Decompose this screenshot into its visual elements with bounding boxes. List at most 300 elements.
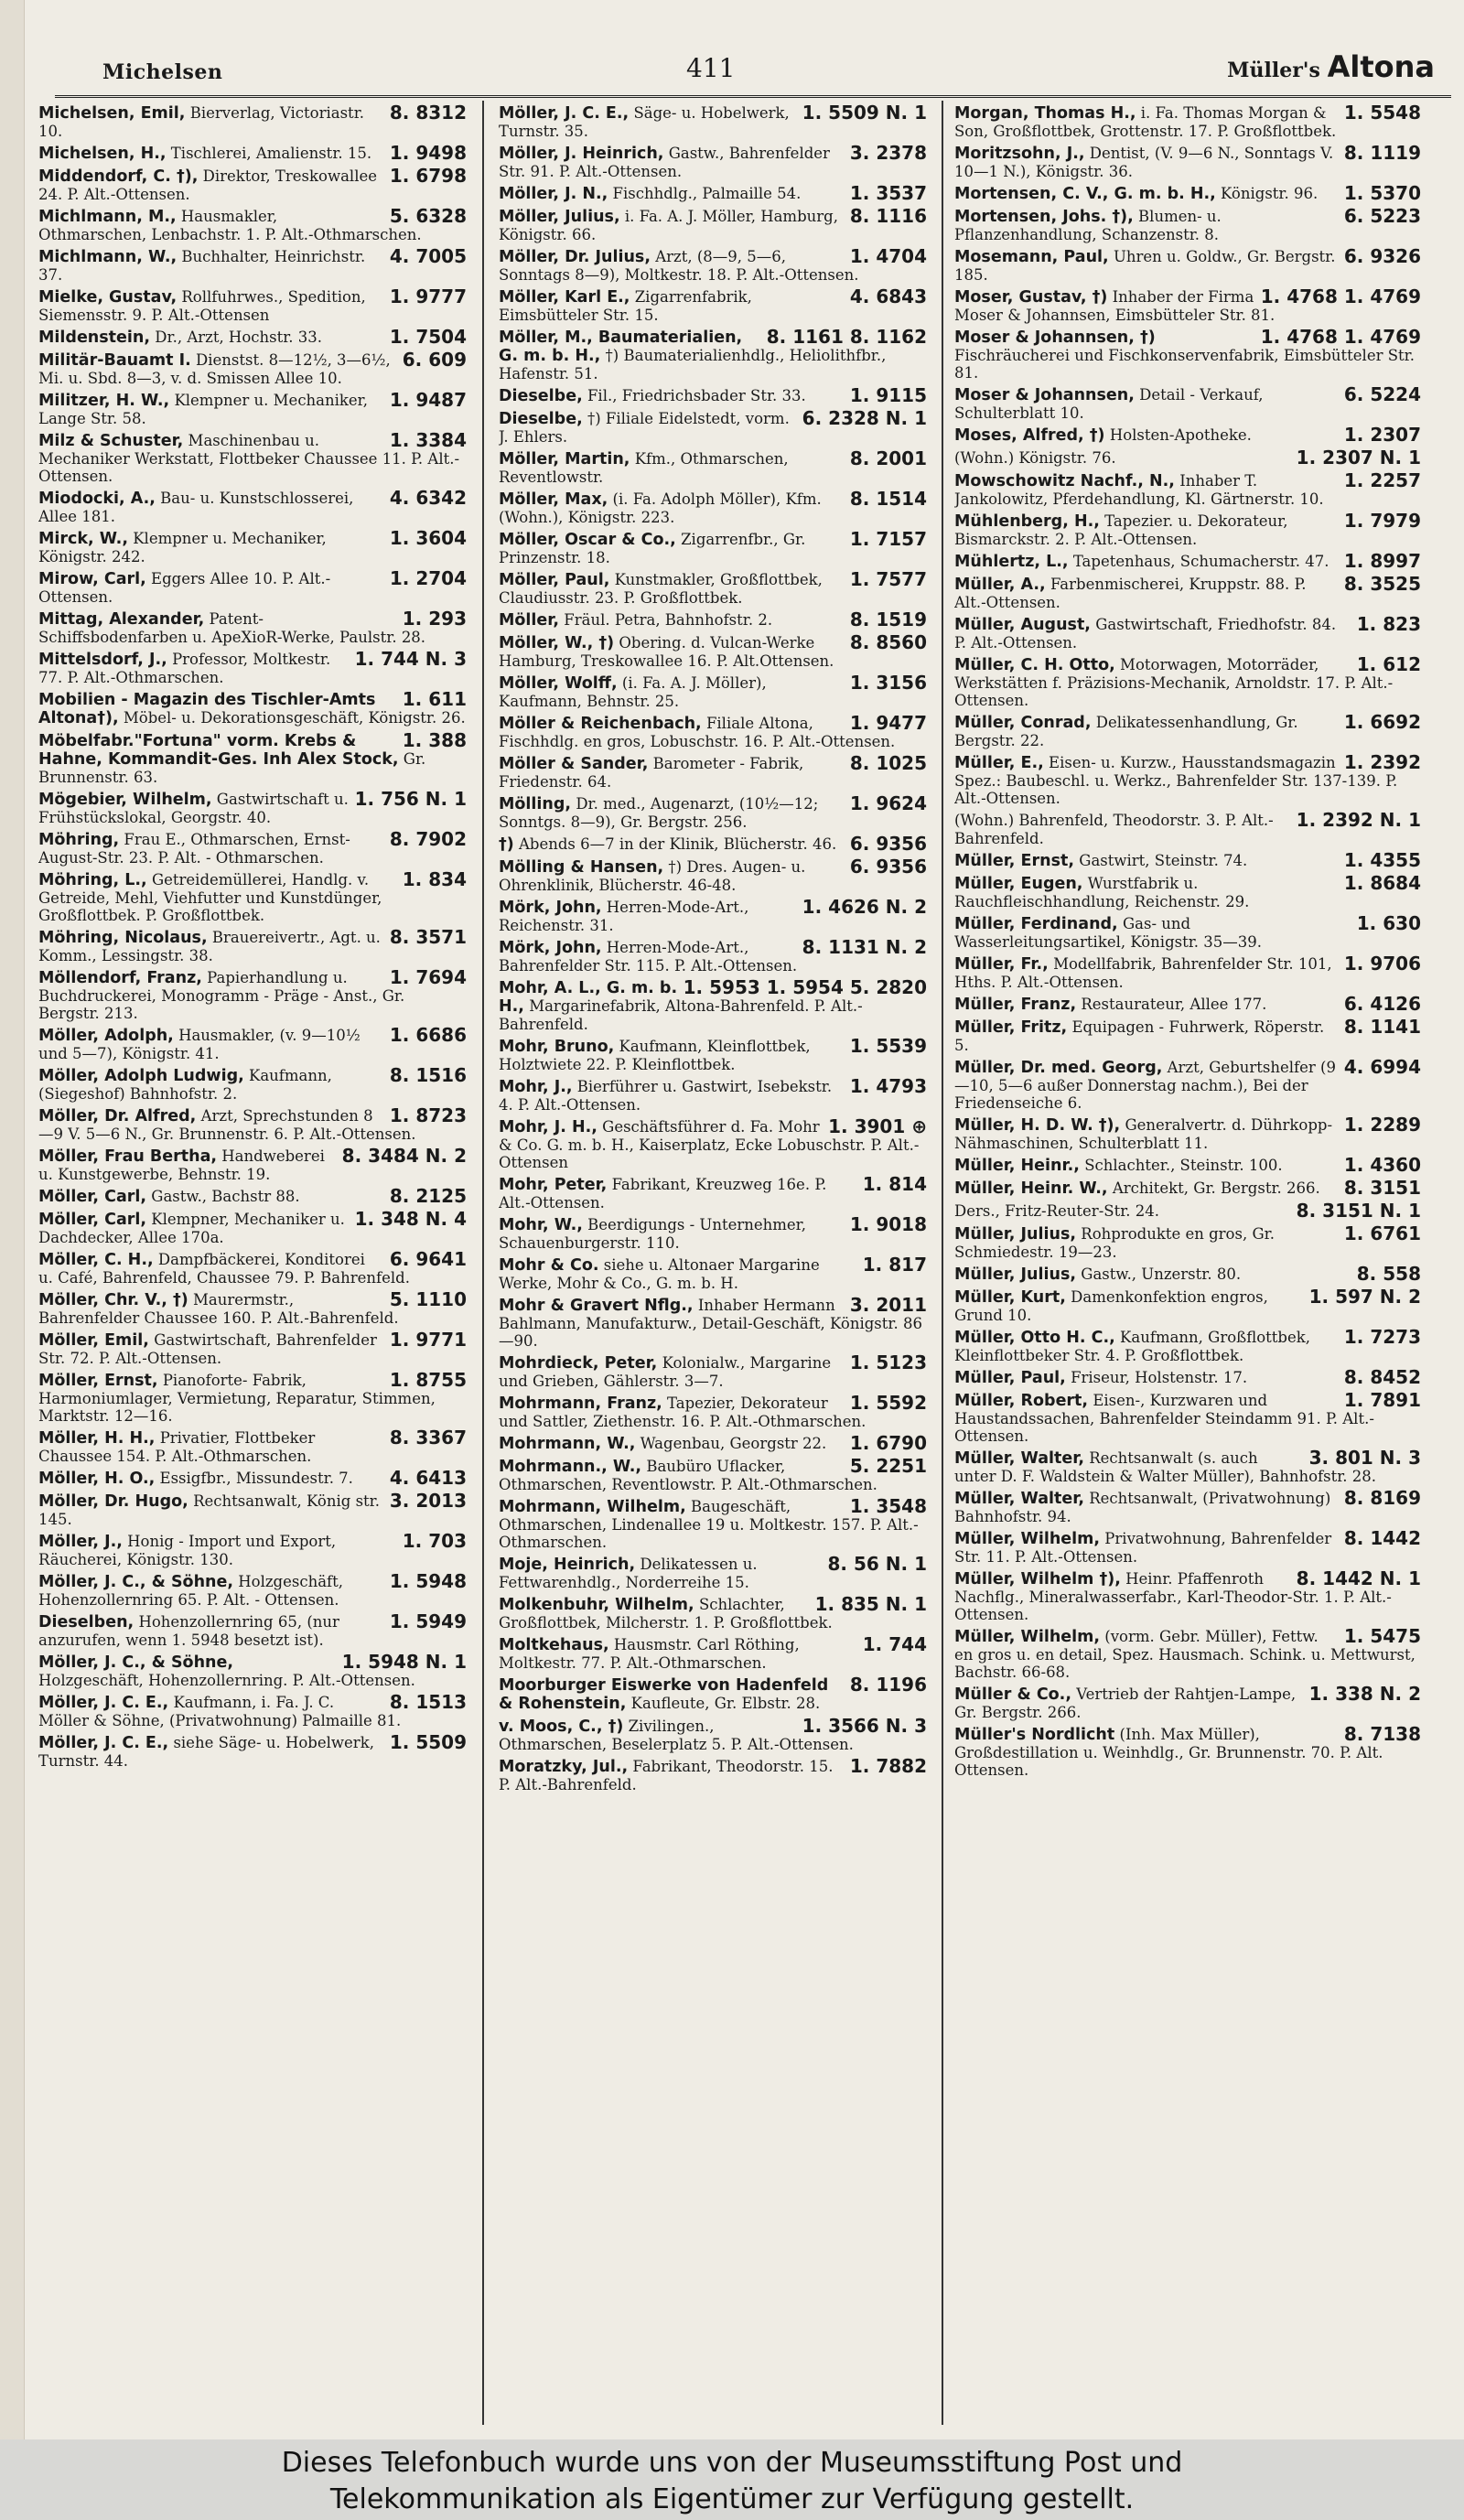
directory-entry: [499, 1118, 927, 1171]
phone-number: 1. 9115: [849, 387, 927, 405]
directory-entry: [38, 1372, 467, 1425]
entry-name: Mohr, A. L., G. m. b. H.,: [499, 979, 678, 1016]
directory-entry: [38, 392, 467, 427]
directory-entry: [38, 1492, 467, 1528]
phone-number: 1. 5949: [389, 1613, 467, 1632]
directory-entry: [954, 1685, 1421, 1721]
phone-number: 6. 4126: [1343, 996, 1421, 1014]
entry-detail: Eggers Allee 10. P. Alt.-Ottensen.: [38, 570, 331, 606]
entry-name: Mirck, W.,: [38, 530, 128, 548]
phone-number: 8. 2001: [849, 450, 927, 469]
entry-name: Müller, Julius,: [954, 1225, 1077, 1244]
entry-name: Moltkehaus,: [499, 1636, 609, 1654]
entry-name: Mortensen, C. V., G. m. b. H.,: [954, 185, 1216, 203]
directory-entry: [954, 1449, 1421, 1485]
entry-name: Möller, W., †): [499, 634, 615, 652]
directory-entry: [38, 104, 467, 140]
phone-number: 8. 3484 N. 2: [341, 1147, 467, 1167]
phone-number: 1. 338 N. 2: [1308, 1685, 1421, 1705]
entry-detail: Farbenmischerei, Kruppstr. 88. P. Alt.-Ottensen.: [954, 576, 1307, 611]
phone-number: 6. 9326: [1343, 248, 1421, 267]
entry-detail: Dr. med., Augenarzt, (10½—12; Sonntgs. 8—9), Gr. Bergstr. 256.: [499, 795, 819, 831]
phone-number: 8. 1513: [389, 1694, 467, 1713]
entry-name: Möller, Wolff,: [499, 674, 618, 693]
phone-number: 1. 7694: [389, 969, 467, 988]
directory-entry: [499, 835, 927, 854]
phone-number: 1. 5123: [849, 1354, 927, 1373]
directory-entry: [954, 1179, 1421, 1198]
directory-entry: [954, 754, 1421, 807]
entry-name: Mühlenberg, H.,: [954, 512, 1100, 531]
phone-number: 1. 8723: [389, 1107, 467, 1126]
directory-entry: [954, 852, 1421, 870]
entry-name: Möller, M., Baumaterialien, G. m. b. H.,: [499, 328, 743, 365]
entry-name: Michelsen, H.,: [38, 145, 167, 163]
directory-entry: [38, 610, 467, 646]
entry-name: Möller, J. C., & Söhne,: [38, 1653, 233, 1672]
entry-name: Möller, Frau Bertha,: [38, 1147, 218, 1166]
entry-name: Möller, J. C. E.,: [38, 1734, 169, 1752]
entry-name: Möller, Chr. V., †): [38, 1291, 188, 1309]
entry-detail: Bau- u. Kunstschlosserei, Allee 181.: [38, 490, 354, 525]
phone-number: 8. 56 N. 1: [827, 1556, 927, 1575]
entry-name: Mohrmann, Franz,: [499, 1395, 662, 1413]
phone-number: 5. 1110: [389, 1291, 467, 1310]
directory-entry: [954, 145, 1421, 180]
entry-detail: (Inh. Max Müller), Großdestillation u. Weinhdlg., Gr. Brunnenstr. 70. P. Alt. Ottensen.: [954, 1726, 1383, 1779]
entry-name: Mirow, Carl,: [38, 570, 146, 588]
entry-name: Müller, Wilhelm †),: [954, 1570, 1121, 1588]
entry-detail: Gastwirt, Steinstr. 74.: [1079, 852, 1248, 869]
directory-entry: [499, 490, 927, 526]
entry-detail: Klempner u. Mechaniker, Königstr. 242.: [38, 530, 327, 565]
phone-number: 1. 756 N. 1: [354, 791, 467, 810]
phone-number: 1. 2289: [1343, 1116, 1421, 1136]
directory-entry: [38, 831, 467, 867]
entry-detail: (Wohn.) Bahrenfeld, Theodorstr. 3. P. Alt.-Bahrenfeld.: [954, 812, 1274, 847]
entry-name: Müller, Ferdinand,: [954, 915, 1118, 933]
directory-entry: [38, 791, 467, 826]
entry-name: Mohr, Peter,: [499, 1176, 608, 1194]
entry-detail: i. Fa. Thomas Morgan & Son, Großflottbek, Grottenstr. 17. P. Großflottbek.: [954, 104, 1337, 140]
phone-number: 1. 5370: [1343, 185, 1421, 203]
entry-detail: Getreidemüllerei, Handlg. v. Getreide, Mehl, Viehfutter und Kunstdünger, Großflottbek. P. Großflottbek.: [38, 871, 382, 924]
entry-name: Möller, J. C. E.,: [38, 1694, 169, 1712]
directory-entry: [499, 899, 927, 934]
directory-entry: [499, 531, 927, 566]
entry-detail: Fräul. Petra, Bahnhofstr. 2.: [564, 611, 773, 629]
entry-name: Müller, Paul,: [954, 1369, 1066, 1387]
directory-entry: [499, 715, 927, 750]
directory-entry: [499, 1176, 927, 1212]
entry-name: Mobilien - Magazin des Tischler-Amts Altona†),: [38, 691, 376, 727]
phone-number: 4. 7005: [389, 248, 467, 267]
entry-name: Moser & Johannsen, †): [954, 328, 1156, 347]
directory-entry: [499, 1395, 927, 1430]
directory-entry: [954, 656, 1421, 709]
entry-detail: Fischräucherei und Fischkonservenfabrik, Eimsbütteler Str. 81.: [954, 347, 1415, 382]
entry-name: Möller, J. C. E.,: [499, 104, 630, 123]
entry-detail: Zivilingen., Othmarschen, Beselerplatz 5. P. Alt.-Ottensen.: [499, 1718, 854, 1753]
entry-name: Möhring,: [38, 831, 120, 849]
entry-name: Möller & Reichenbach,: [499, 715, 702, 733]
entry-name: Möllendorf, Franz,: [38, 969, 202, 987]
phone-number: 1. 834: [402, 871, 467, 890]
directory-entry: [38, 651, 467, 686]
phone-number: 6. 609: [402, 351, 467, 371]
entry-name: Müller, Franz,: [954, 996, 1077, 1014]
phone-number: 1. 9771: [389, 1331, 467, 1351]
phone-number: 1. 7504: [389, 328, 467, 347]
directory-entry: [499, 1718, 927, 1753]
directory-entry: [38, 167, 467, 203]
entry-detail: Detail - Verkauf, Schulterblatt 10.: [954, 386, 1264, 422]
entry-detail: Arzt, Geburtshelfer (9—10, 5—6 außer Donnerstag nachm.), Bei der Friedenseiche 6.: [954, 1059, 1336, 1112]
entry-name: Möller,: [499, 611, 560, 630]
directory-entry: [38, 1147, 467, 1183]
directory-entry: [954, 288, 1421, 324]
column-3: [954, 104, 1421, 2428]
entry-detail: Restaurateur, Allee 177.: [1081, 996, 1267, 1013]
phone-number: 6. 9356: [849, 858, 927, 878]
directory-entry: [499, 387, 927, 405]
entry-detail: Dentist, (V. 9—6 N., Sonntags V. 10—1 N.), Königstr. 36.: [954, 145, 1334, 180]
directory-entry: [38, 1734, 467, 1770]
phone-number: 1. 6686: [389, 1027, 467, 1046]
entry-detail: Honig - Import und Export, Räucherei, Königstr. 130.: [38, 1533, 337, 1568]
entry-name: Molkenbuhr, Wilhelm,: [499, 1596, 694, 1614]
entry-name: Müller, Wilhelm,: [954, 1628, 1101, 1646]
entry-detail: Uhren u. Goldw., Gr. Bergstr. 185.: [954, 248, 1336, 284]
directory-entry: [954, 1726, 1421, 1779]
directory-entry: [38, 432, 467, 485]
directory-entry: [954, 714, 1421, 749]
phone-number: 5. 6328: [389, 208, 467, 227]
directory-entry: [954, 1490, 1421, 1525]
directory-entry: [38, 1694, 467, 1729]
entry-name: Mohrmann, W.,: [499, 1435, 636, 1453]
directory-entry: [954, 1570, 1421, 1623]
phone-number: 1. 612: [1356, 656, 1421, 675]
entry-name: Möbelfabr."Fortuna" vorm. Krebs & Hahne, Kommandit-Ges. Inh Alex Stock,: [38, 732, 399, 769]
entry-detail: i. Fa. A. J. Möller, Hamburg, Königstr. 66.: [499, 208, 838, 243]
phone-number: 1. 3156: [849, 674, 927, 694]
entry-detail: Fischhdlg., Palmaille 54.: [612, 185, 802, 202]
entry-name: Michlmann, M.,: [38, 208, 177, 226]
directory-entry: [954, 553, 1421, 571]
entry-detail: Kaufleute, Gr. Elbstr. 28.: [630, 1695, 821, 1712]
directory-entry: [499, 1078, 927, 1114]
phone-number: 8. 1514: [849, 490, 927, 510]
phone-number: 8. 1442 N. 1: [1296, 1570, 1421, 1589]
entry-name: Möller, Dr. Julius,: [499, 248, 651, 266]
entry-name: Moser & Johannsen,: [954, 386, 1135, 404]
entry-name: Dieselben,: [38, 1613, 135, 1632]
phone-number: 1. 814: [862, 1176, 927, 1195]
entry-name: Mölling,: [499, 795, 572, 813]
phone-number: 4. 6994: [1343, 1059, 1421, 1078]
phone-number: 8. 3571: [389, 929, 467, 948]
footer-line-2: Telekommunikation als Eigentümer zur Verfügung gestellt.: [329, 2483, 1135, 2515]
entry-name: Möhring, L.,: [38, 871, 147, 889]
entry-detail: Tapetenhaus, Schumacherstr. 47.: [1072, 553, 1329, 570]
phone-number: 1. 7882: [849, 1758, 927, 1777]
entry-name: Möller, Ernst,: [38, 1372, 158, 1390]
directory-entry: [954, 576, 1421, 611]
entry-name: Mohrmann, Wilhelm,: [499, 1498, 686, 1516]
phone-number: 1. 5509: [389, 1734, 467, 1753]
header-right-keyword: Müller's: [1227, 59, 1320, 82]
phone-number: 8. 1131 N. 2: [802, 939, 927, 958]
entry-name: Mohr, J.,: [499, 1078, 573, 1096]
phone-number: 1. 2704: [389, 570, 467, 589]
entry-detail: Brauereivertr., Agt. u. Komm., Lessingstr. 38.: [38, 929, 381, 964]
entry-detail: Maschinenbau u. Mechaniker Werkstatt, Flottbeker Chaussee 11. P. Alt.-Ottensen.: [38, 432, 460, 485]
entry-detail: Kaufmann, (Siegeshof) Bahnhofstr. 2.: [38, 1067, 332, 1103]
entry-name: v. Moos, C., †): [499, 1718, 624, 1736]
entry-name: Müller & Co.,: [954, 1685, 1071, 1704]
entry-detail: Klempner u. Mechaniker, Lange Str. 58.: [38, 392, 369, 427]
phone-number: 1. 6790: [849, 1435, 927, 1453]
directory-entry: [38, 1251, 467, 1287]
header-right: [1227, 49, 1435, 84]
entry-detail: Papierhandlung u. Buchdruckerei, Monogramm - Präge - Anst., Gr. Bergstr. 213.: [38, 969, 405, 1022]
entry-detail: Damenkonfektion engros, Grund 10.: [954, 1288, 1268, 1324]
phone-number: 3. 2378: [849, 145, 927, 164]
directory-entry: [38, 288, 467, 324]
entry-name: Mörk, John,: [499, 899, 602, 917]
entry-detail: Bierführer u. Gastwirt, Isebekstr. 4. P. Alt.-Ottensen.: [499, 1078, 833, 1114]
directory-entry: [38, 1107, 467, 1143]
entry-name: Dieselbe,: [499, 387, 583, 405]
directory-entry: [499, 1556, 927, 1591]
directory-entry: [954, 915, 1421, 951]
directory-entry: [499, 1216, 927, 1252]
phone-number: 1. 293: [402, 610, 467, 630]
entry-detail: Obering. d. Vulcan-Werke Hamburg, Treskowallee 16. P. Alt.Ottensen.: [499, 634, 834, 670]
entry-detail: Inhaber der Firma Moser & Johannsen, Eimsbütteler Str. 81.: [954, 288, 1276, 324]
phone-number: 1. 6692: [1343, 714, 1421, 733]
entry-name: Müller, Walter,: [954, 1490, 1084, 1508]
entry-name: Mölling & Hansen,: [499, 858, 664, 877]
directory-entry: [38, 530, 467, 565]
phone-number: 6. 9641: [389, 1251, 467, 1270]
phone-number: 1. 9624: [849, 795, 927, 814]
entry-detail: Gastwirtschaft, Bahrenfelder Str. 72. P. Alt.-Ottensen.: [38, 1331, 377, 1367]
phone-number: 8. 1442: [1343, 1530, 1421, 1549]
phone-number: 1. 9487: [389, 392, 467, 411]
phone-number: 8. 558: [1356, 1265, 1421, 1284]
phone-number: 1. 2392: [1343, 754, 1421, 773]
phone-number: 1. 9498: [389, 145, 467, 163]
directory-entry: [954, 1369, 1421, 1387]
entry-detail: Hausmakler, (v. 9—10½ und 5—7), Königstr. 41.: [38, 1027, 361, 1062]
entry-name: Möller, Adolph,: [38, 1027, 174, 1045]
entry-name: Mittag, Alexander,: [38, 610, 205, 629]
entry-name: Mohr & Co.: [499, 1256, 599, 1275]
phone-number: 1. 7577: [849, 571, 927, 590]
entry-name: Möller, J. Heinrich,: [499, 145, 664, 163]
phone-number: 1. 4355: [1343, 852, 1421, 870]
entry-name: Müller, Fr.,: [954, 955, 1049, 974]
directory-entry: [499, 410, 927, 446]
directory-entry: [954, 1288, 1421, 1324]
phone-number: 1. 5948: [389, 1573, 467, 1592]
entry-detail: Hausmstr. Carl Röthing, Moltkestr. 77. P. Alt.-Othmarschen.: [499, 1636, 800, 1672]
phone-number: 1. 630: [1356, 915, 1421, 934]
phone-number: 1. 4793: [849, 1078, 927, 1097]
directory-entry: [954, 616, 1421, 652]
entry-detail: Möbel- u. Dekorationsgeschäft, Königstr. 26.: [123, 709, 466, 727]
directory-entry: [954, 1157, 1421, 1175]
directory-entry: [499, 611, 927, 630]
phone-number: 8. 7902: [389, 831, 467, 850]
entry-name: Müller, Wilhelm,: [954, 1530, 1101, 1548]
directory-entry: [499, 1636, 927, 1672]
directory-entry: [954, 1329, 1421, 1364]
directory-entry: [954, 812, 1421, 847]
entry-name: Möller, H. H.,: [38, 1429, 156, 1448]
phone-number: 1. 2257: [1343, 472, 1421, 491]
directory-entry: [954, 1530, 1421, 1566]
directory-entry: [499, 1596, 927, 1632]
directory-entry: [954, 185, 1421, 203]
entry-detail: Delikatessenhandlung, Gr. Bergstr. 22.: [954, 714, 1298, 749]
entry-name: Müller, Fritz,: [954, 1018, 1068, 1037]
entry-detail: Arzt, (8—9, 5—6, Sonntags 8—9), Moltkestr. 18. P. Alt.-Ottensen.: [499, 248, 859, 284]
phone-number: 8. 1025: [849, 755, 927, 774]
entry-detail: Barometer - Fabrik, Friedenstr. 64.: [499, 755, 804, 791]
phone-number: 8. 8312: [389, 104, 467, 124]
entry-detail: Baugeschäft, Othmarschen, Lindenallee 19 u. Moltkestr. 157. P. Alt.-Othmarschen.: [499, 1498, 919, 1551]
entry-name: Müller, Kurt,: [954, 1288, 1066, 1307]
entry-name: Müller, Robert,: [954, 1392, 1089, 1410]
directory-entry: [38, 1027, 467, 1062]
entry-detail: Rechtsanwalt (s. auch unter D. F. Waldstein & Walter Müller), Bahnhofstr. 28.: [954, 1449, 1377, 1485]
phone-number: 1. 4768 1. 4769: [1260, 328, 1421, 348]
phone-number: 1. 8684: [1343, 875, 1421, 894]
entry-detail: Fabrikant, Theodorstr. 15. P. Alt.-Bahrenfeld.: [499, 1758, 834, 1793]
entry-name: Möhring, Nicolaus,: [38, 929, 208, 947]
entry-detail: Holsten-Apotheke.: [1109, 426, 1252, 444]
phone-number: 1. 6761: [1343, 1225, 1421, 1244]
entry-name: Mörk, John,: [499, 939, 602, 957]
entry-name: Möller, J. C., & Söhne,: [38, 1573, 233, 1591]
entry-name: Müller's Nordlicht: [954, 1726, 1115, 1744]
directory-entry: [38, 351, 467, 387]
phone-number: 1. 2392 N. 1: [1296, 812, 1421, 831]
phone-number: 1. 4360: [1343, 1157, 1421, 1175]
directory-entry: [954, 512, 1421, 548]
entry-detail: Dampfbäckerei, Konditorei u. Café, Bahrenfeld, Chaussee 79. P. Bahrenfeld.: [38, 1251, 410, 1287]
entry-name: Müller, Julius,: [954, 1265, 1077, 1284]
column-divider: [942, 101, 943, 2425]
phone-number: 6. 9356: [849, 835, 927, 854]
phone-number: 5. 2251: [849, 1458, 927, 1477]
directory-entry: [954, 996, 1421, 1014]
entry-detail: Wagenbau, Georgstr 22.: [640, 1435, 827, 1452]
phone-number: 1. 388: [402, 732, 467, 751]
directory-entry: [499, 145, 927, 180]
directory-entry: [38, 1429, 467, 1465]
footer-line-1: Dieses Telefonbuch wurde uns von der Museumsstiftung Post und: [281, 2447, 1183, 2479]
phone-number: 8. 1516: [389, 1067, 467, 1086]
entry-detail: siehe Säge- u. Hobelwerk, Turnstr. 44.: [38, 1734, 374, 1770]
header-left-keyword: Michelsen: [102, 60, 223, 84]
entry-name: Mühlertz, L.,: [954, 553, 1069, 571]
directory-entry: [38, 1470, 467, 1488]
entry-detail: Wurstfabrik u. Rauchfleischhandlung, Reichenstr. 29.: [954, 875, 1250, 910]
directory-entry: [499, 858, 927, 894]
entry-name: Mittelsdorf, J.,: [38, 651, 167, 669]
phone-number: 1. 835 N. 1: [814, 1596, 927, 1615]
entry-name: Mowschowitz Nachf., N.,: [954, 472, 1175, 490]
phone-number: 1. 3548: [849, 1498, 927, 1517]
phone-number: 8. 1119: [1343, 145, 1421, 164]
phone-number: 8. 7138: [1343, 1726, 1421, 1745]
directory-entry: [38, 1573, 467, 1609]
phone-number: 1. 7891: [1343, 1392, 1421, 1411]
entry-detail: Hausmakler, Othmarschen, Lenbachstr. 1. P. Alt.-Othmarschen.: [38, 208, 422, 243]
entry-detail: †) Filiale Eidelstedt, vorm. J. Ehlers.: [499, 410, 790, 446]
directory-entry: [38, 1331, 467, 1367]
entry-name: Möller, Oscar & Co.,: [499, 531, 676, 549]
entry-detail: Generalvertr. d. Dührkopp-Nähmaschinen, Schulterblatt 11.: [954, 1116, 1333, 1152]
entry-name: Müller, Eugen,: [954, 875, 1083, 893]
entry-detail: †) Dres. Augen- u. Ohrenklinik, Blücherstr. 46-48.: [499, 858, 806, 894]
entry-detail: Klempner, Mechaniker u. Dachdecker, Allee 170a.: [38, 1211, 345, 1246]
directory-entry: [499, 1297, 927, 1350]
entry-name: Müller, A.,: [954, 576, 1046, 594]
entry-name: Müller, Dr. med. Georg,: [954, 1059, 1163, 1077]
entry-name: Möller, Emil,: [38, 1331, 149, 1350]
entry-detail: Pianoforte- Fabrik, Harmoniumlager, Vermietung, Reparatur, Stimmen, Marktstr. 12—16.: [38, 1372, 436, 1425]
entry-name: Müller, H. D. W. †),: [954, 1116, 1121, 1135]
entry-detail: Zigarrenfbr., Gr. Prinzenstr. 18.: [499, 531, 806, 566]
directory-entry: [38, 929, 467, 964]
entry-detail: Blumen- u. Pflanzenhandlung, Schanzenstr. 8.: [954, 208, 1222, 243]
phone-number: 8. 3525: [1343, 576, 1421, 595]
phone-number: 3. 2013: [389, 1492, 467, 1512]
entry-name: Möller, J. N.,: [499, 185, 608, 203]
entry-detail: Holzgeschäft, Hohenzollernring. P. Alt.-Ottensen.: [38, 1672, 415, 1689]
entry-detail: Filiale Altona, Fischhdlg. en gros, Lobuschstr. 16. P. Alt.-Ottensen.: [499, 715, 896, 750]
entry-name: Militzer, H. W.,: [38, 392, 170, 410]
entry-name: Middendorf, C. †),: [38, 167, 199, 186]
entry-detail: siehe u. Altonaer Margarine Werke, Mohr & Co., G. m. b. H.: [499, 1256, 820, 1292]
directory-entry: [38, 1653, 467, 1689]
phone-number: 1. 3604: [389, 530, 467, 549]
directory-entry: [954, 1265, 1421, 1284]
entry-name: Moses, Alfred, †): [954, 426, 1105, 445]
entry-detail: Rollfuhrwes., Spedition, Siemensstr. 9. P. Alt.-Ottensen: [38, 288, 366, 324]
phone-number: 1. 3901 ⊕: [828, 1118, 927, 1137]
entry-detail: Fabrikant, Kreuzweg 16e. P. Alt.-Ottensen.: [499, 1176, 827, 1212]
entry-name: Mohrmann., W.,: [499, 1458, 642, 1476]
phone-number: 1. 5948 N. 1: [341, 1653, 467, 1673]
directory-entry: [499, 634, 927, 670]
phone-number: 1. 5953 1. 5954 5. 2820: [683, 979, 927, 998]
page-header: [37, 48, 1446, 90]
entry-detail: Holzgeschäft, Hohenzollernring 65. P. Alt. - Ottensen.: [38, 1573, 344, 1609]
phone-number: 8. 8560: [849, 634, 927, 653]
entry-detail: Tapezier, Dekorateur und Sattler, Ziethenstr. 16. P. Alt.-Othmarschen.: [499, 1395, 867, 1430]
entry-name: Miodocki, A.,: [38, 490, 156, 508]
directory-entry: [954, 104, 1421, 140]
directory-entry: [954, 1202, 1421, 1221]
entry-name: Möller, Max,: [499, 490, 608, 509]
phone-number: 1. 6798: [389, 167, 467, 187]
